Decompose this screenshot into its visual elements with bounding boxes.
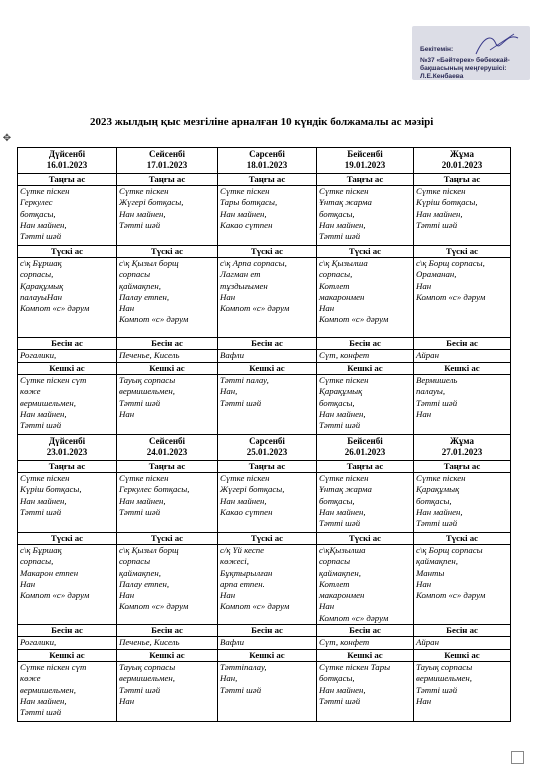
approval-line: Л.Е.Кенбаева xyxy=(420,73,464,80)
dish-cell: с\қ Бұршақ сорпасы, Макарон етпен Нан Компот «с» дәрум xyxy=(18,545,117,625)
approval-line: бақшасының меңгерушісі: xyxy=(420,65,507,72)
meal-label: Таңғы ас xyxy=(218,461,317,473)
lunch-dish-row xyxy=(18,545,511,625)
meal-label: Бесін ас xyxy=(317,338,414,350)
dish-cell: Вафли xyxy=(218,350,317,363)
dinner-label-row xyxy=(18,650,511,662)
menu-table xyxy=(17,147,511,722)
dish-cell: с/қ Үй кеспе көжесі, Бұқтырылған арпа етпен. Нан Компот «с» дәрум xyxy=(218,545,317,625)
dinner-dish-row xyxy=(18,375,511,435)
meal-label: Кешкі ас xyxy=(218,363,317,375)
meal-label: Түскі ас xyxy=(317,246,414,258)
dish-cell: Сүтке піскен Жүгері ботқасы, Нан майнен, Какао сүтпен xyxy=(218,473,317,533)
dish-cell: Сүт, конфет xyxy=(317,637,414,650)
dish-cell: с\қҚызылша сорпасы қаймақпен, Котлет макаронмен Нан Компот «с» дәрум xyxy=(317,545,414,625)
page-title: 2023 жылдың қыс мезгіліне арналған 10 күндік болжамалы ас мәзірі xyxy=(90,116,434,128)
signature-mark xyxy=(470,30,526,60)
meal-label: Түскі ас xyxy=(218,246,317,258)
dish-cell: с\қ Қызылша сорпасы, Котлет макаронмен Нан Компот «с» дәрум xyxy=(317,258,414,338)
day-date: 26.01.2023 xyxy=(344,446,386,457)
meal-label: Бесін ас xyxy=(218,625,317,637)
day-header-cell xyxy=(317,435,414,461)
day-header-cell xyxy=(18,148,117,174)
meal-label: Кешкі ас xyxy=(414,650,511,662)
dish-cell: Сүтке піскен Күріш ботқасы, Нан майнен, Тәтті шәй xyxy=(414,186,511,246)
meal-label: Таңғы ас xyxy=(18,461,117,473)
dish-cell: с\қ Қызыл борщ сорпасы қаймақпен, Палау етпен, Нан Компот «с» дәрум xyxy=(117,258,218,338)
approval-line: Бекітемін: xyxy=(420,46,454,53)
day-date: 23.01.2023 xyxy=(46,446,88,457)
meal-label: Түскі ас xyxy=(18,246,117,258)
day-header-cell xyxy=(218,148,317,174)
dish-cell: Сүтке піскен Тары ботқасы, Нан майнен, Тәтті шәй xyxy=(317,662,414,722)
meal-label: Түскі ас xyxy=(117,246,218,258)
day-name: Сейсенбі xyxy=(148,149,186,159)
approval-line: №37 «Бәйтерек» бөбекжай- xyxy=(420,57,510,64)
table-move-handle-icon[interactable]: ✥ xyxy=(2,133,12,144)
day-header-cell xyxy=(117,435,218,461)
day-header-cell xyxy=(317,148,414,174)
dish-cell: Тәтті палау, Нан, Тәтті шәй xyxy=(218,375,317,435)
dish-cell: Сүт, конфет xyxy=(317,350,414,363)
day-header-cell xyxy=(414,148,511,174)
meal-label: Кешкі ас xyxy=(317,650,414,662)
dish-cell: Сүтке піскен Ұнтақ жарма ботқасы, Нан майнен, Тәтті шәй xyxy=(317,186,414,246)
dinner-dish-row xyxy=(18,662,511,722)
day-date: 20.01.2023 xyxy=(441,159,483,170)
dish-cell: с\қ Борщ сорпасы, Ораманан, Нан Компот «с» дәрум xyxy=(414,258,511,338)
day-name: Жұма xyxy=(450,436,474,446)
dish-cell: Сүтке піскен сүт көже вермишельмен, Нан майнен, Тәтті шәй xyxy=(18,662,117,722)
dish-cell: Тауық сорпасы вермишельмен, Тәтті шәй Нан xyxy=(414,662,511,722)
dish-cell: с\қ Борщ сорпасы қаймақпен, Манты Нан Компот «с» дәрум xyxy=(414,545,511,625)
dish-cell: Рогалики, xyxy=(18,350,117,363)
day-date: 18.01.2023 xyxy=(246,159,288,170)
dish-cell: Печенье, Кисель xyxy=(117,637,218,650)
menu-body xyxy=(18,148,511,722)
dish-cell: Тауық сорпасы вермишельмен, Тәтті шәй Нан xyxy=(117,662,218,722)
lunch-label-row xyxy=(18,246,511,258)
dish-cell: Сүтке піскен Қарақұмық ботқасы, Нан майнен, Тәтті шәй xyxy=(317,375,414,435)
meal-label: Кешкі ас xyxy=(414,363,511,375)
document-end-marker xyxy=(511,751,524,764)
meal-label: Таңғы ас xyxy=(18,174,117,186)
meal-label: Кешкі ас xyxy=(218,650,317,662)
breakfast-dish-row xyxy=(18,473,511,533)
day-name: Сәрсенбі xyxy=(249,149,285,159)
dish-cell: Сүтке піскен Геркулес ботқасы, Нан майнен, Тәтті шәй xyxy=(117,473,218,533)
day-header-cell xyxy=(117,148,218,174)
dish-cell: Рогалики, xyxy=(18,637,117,650)
meal-label: Таңғы ас xyxy=(317,174,414,186)
lunch-dish-row xyxy=(18,258,511,338)
meal-label: Кешкі ас xyxy=(117,650,218,662)
dish-cell: с\қ Арпа сорпасы, Лагман ет тұздығымен Нан Компот «с» дәрум xyxy=(218,258,317,338)
snack-label-row xyxy=(18,625,511,637)
dish-cell: Сүтке піскен Ұнтақ жарма ботқасы, Нан майнен, Тәтті шәй xyxy=(317,473,414,533)
day-date: 25.01.2023 xyxy=(246,446,288,457)
breakfast-dish-row xyxy=(18,186,511,246)
meal-label: Бесін ас xyxy=(117,338,218,350)
meal-label: Бесін ас xyxy=(218,338,317,350)
dish-cell: Сүтке піскен Жүгері ботқасы, Нан майнен, Тәтті шәй xyxy=(117,186,218,246)
dish-cell: Вафли xyxy=(218,637,317,650)
meal-label: Бесін ас xyxy=(414,338,511,350)
day-name: Сейсенбі xyxy=(148,436,186,446)
day-name: Дүйсенбі xyxy=(48,149,86,159)
dish-cell: Печенье, Кисель xyxy=(117,350,218,363)
day-header-row xyxy=(18,435,511,461)
meal-label: Түскі ас xyxy=(317,533,414,545)
meal-label: Түскі ас xyxy=(117,533,218,545)
day-date: 24.01.2023 xyxy=(146,446,188,457)
meal-label: Бесін ас xyxy=(117,625,218,637)
snack-label-row xyxy=(18,338,511,350)
day-header-cell xyxy=(218,435,317,461)
meal-label: Бесін ас xyxy=(317,625,414,637)
dish-cell: Айран xyxy=(414,637,511,650)
dish-cell: Сүтке піскен сүт көже вермишельмен, Нан майнен, Тәтті шәй xyxy=(18,375,117,435)
lunch-label-row xyxy=(18,533,511,545)
dish-cell: Айран xyxy=(414,350,511,363)
meal-label: Түскі ас xyxy=(218,533,317,545)
dish-cell: с\қ Бұршақ сорпасы, Қарақұмық палауыНан Компот «с» дәрум xyxy=(18,258,117,338)
meal-label: Түскі ас xyxy=(414,246,511,258)
meal-label: Кешкі ас xyxy=(18,650,117,662)
meal-label: Кешкі ас xyxy=(317,363,414,375)
meal-label: Таңғы ас xyxy=(117,174,218,186)
meal-label: Бесін ас xyxy=(18,338,117,350)
day-header-cell xyxy=(18,435,117,461)
meal-label: Түскі ас xyxy=(18,533,117,545)
day-date: 17.01.2023 xyxy=(146,159,188,170)
dish-cell: Сүтке піскен Қарақұмық ботқасы, Нан майнен, Тәтті шәй xyxy=(414,473,511,533)
day-header-row xyxy=(18,148,511,174)
meal-label: Түскі ас xyxy=(414,533,511,545)
day-name: Дүйсенбі xyxy=(48,436,86,446)
meal-label: Таңғы ас xyxy=(414,461,511,473)
day-name: Жұма xyxy=(450,149,474,159)
meal-label: Бесін ас xyxy=(414,625,511,637)
meal-label: Кешкі ас xyxy=(117,363,218,375)
day-header-cell xyxy=(414,435,511,461)
day-name: Бейсенбі xyxy=(347,436,383,446)
snack-dish-row xyxy=(18,637,511,650)
dish-cell: Тәттіпалау, Нан, Тәтті шәй xyxy=(218,662,317,722)
day-name: Бейсенбі xyxy=(347,149,383,159)
breakfast-label-row xyxy=(18,174,511,186)
dish-cell: Сүтке піскен Тары ботқасы, Нан майнен, Какао сүтпен xyxy=(218,186,317,246)
dinner-label-row xyxy=(18,363,511,375)
meal-label: Таңғы ас xyxy=(117,461,218,473)
dish-cell: Вермишель палауы, Тәтті шәй Нан xyxy=(414,375,511,435)
snack-dish-row xyxy=(18,350,511,363)
meal-label: Таңғы ас xyxy=(317,461,414,473)
approval-stamp xyxy=(412,26,530,80)
breakfast-label-row xyxy=(18,461,511,473)
day-date: 19.01.2023 xyxy=(344,159,386,170)
dish-cell: Сүтке піскен Күріш ботқасы, Нан майнен, Тәтті шәй xyxy=(18,473,117,533)
day-date: 16.01.2023 xyxy=(46,159,88,170)
dish-cell: с\қ Қызыл борщ сорпасы қаймақпен, Палау етпен, Нан Компот «с» дәрум xyxy=(117,545,218,625)
meal-label: Таңғы ас xyxy=(414,174,511,186)
meal-label: Бесін ас xyxy=(18,625,117,637)
meal-label: Таңғы ас xyxy=(218,174,317,186)
dish-cell: Сүтке піскен Геркулес ботқасы, Нан майнен, Тәтті шәй xyxy=(18,186,117,246)
day-name: Сәрсенбі xyxy=(249,436,285,446)
dish-cell: Тауық сорпасы вермишельмен, Тәтті шәй Нан xyxy=(117,375,218,435)
day-date: 27.01.2023 xyxy=(441,446,483,457)
meal-label: Кешкі ас xyxy=(18,363,117,375)
